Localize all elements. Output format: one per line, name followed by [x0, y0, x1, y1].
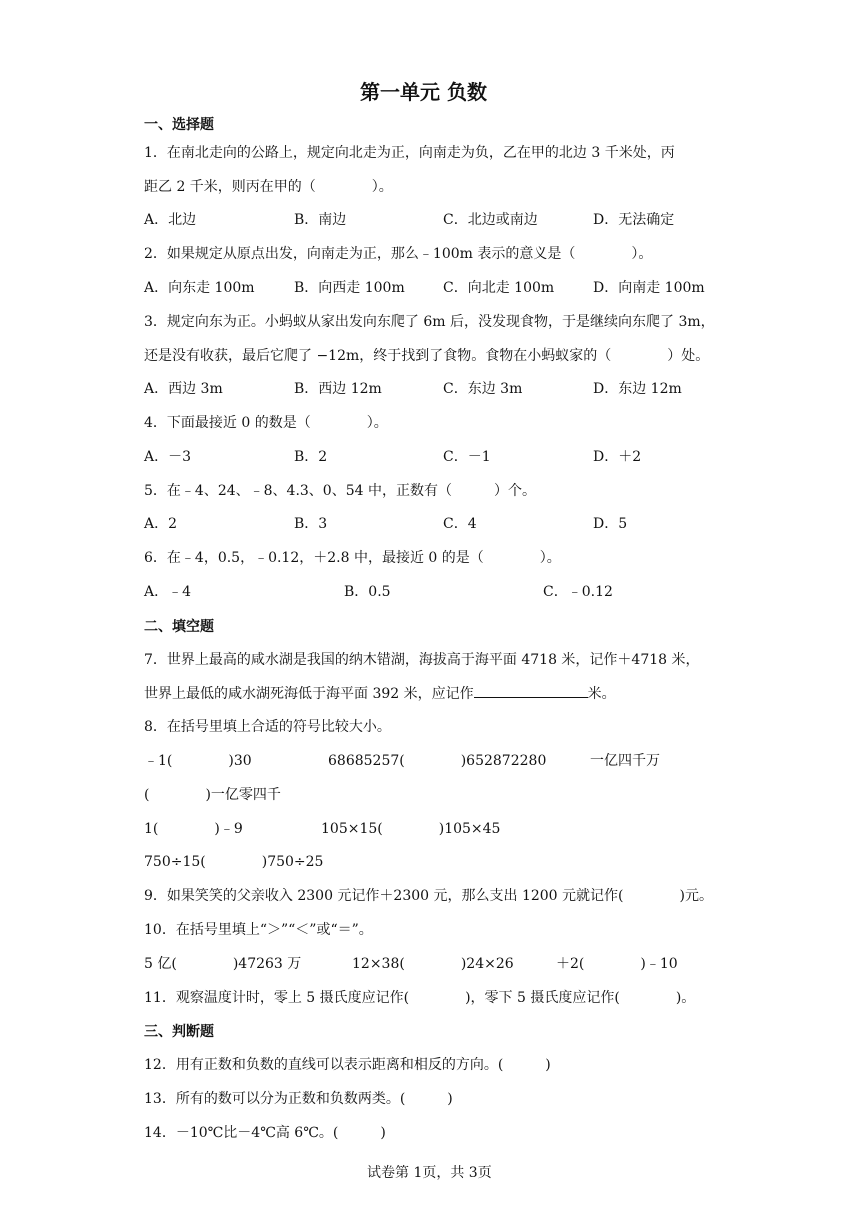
question-7-unit: 米。	[587, 686, 616, 702]
question-10-item-1: 5 亿( )47263 万	[144, 956, 302, 972]
question-2-option-a: A．向东走 100m	[144, 280, 255, 296]
question-6-option-c: C．﹣0.12	[543, 584, 613, 600]
question-1-option-a: A．北边	[144, 212, 197, 228]
question-4-stem: 4．下面最接近 0 的数是（ ）。	[144, 415, 388, 431]
section-heading-fill: 二、填空题	[144, 619, 214, 635]
question-5-option-a: A．2	[144, 516, 178, 532]
question-1-option-c: C．北边或南边	[443, 212, 538, 228]
question-8-item-5: 105×15( )105×45	[321, 821, 501, 837]
question-8-item-6: 750÷15( )750÷25	[144, 854, 324, 870]
question-4-option-a: A．－3	[144, 449, 192, 465]
question-8-item-3: 一亿四千万	[590, 753, 660, 769]
question-5-option-b: B．3	[294, 516, 328, 532]
page-footer: 试卷第 1页，共 3页	[367, 1165, 492, 1181]
question-1-option-b: B．南边	[294, 212, 347, 228]
question-10-item-2: 12×38( )24×26	[352, 956, 514, 972]
question-5-stem: 5．在﹣4、24、﹣8、4.3、0、54 中，正数有（ ）个。	[144, 483, 536, 499]
question-2-option-b: B．向西走 100m	[294, 280, 405, 296]
question-1-option-d: D．无法确定	[593, 212, 675, 228]
question-8-stem: 8．在括号里填上合适的符号比较大小。	[144, 719, 391, 735]
question-8-item-4: 1( )﹣9	[144, 821, 243, 837]
question-7-stem-cont	[144, 683, 616, 703]
question-6-option-b: B．0.5	[344, 584, 391, 600]
section-heading-judge: 三、判断题	[144, 1024, 214, 1040]
question-2-option-d: D．向南走 100m	[593, 280, 705, 296]
question-7-stem: 7．世界上最高的咸水湖是我国的纳木错湖，海拔高于海平面 4718 米，记作＋4718 米，	[144, 652, 700, 668]
question-9-stem: 9．如果笑笑的父亲收入 2300 元记作＋2300 元，那么支出 1200 元就记作( )元。	[144, 888, 713, 904]
question-14-stem: 14．－10℃比－4℃高 6℃。( )	[144, 1125, 386, 1141]
question-10-item-3: ＋2( )﹣10	[556, 956, 678, 972]
question-8-item-2: 68685257( )652872280	[328, 753, 547, 769]
question-3-option-d: D．东边 12m	[593, 381, 682, 397]
question-2-stem: 2．如果规定从原点出发，向南走为正，那么﹣100m 表示的意义是（ ）。	[144, 246, 653, 262]
question-12-stem: 12．用有正数和负数的直线可以表示距离和相反的方向。( )	[144, 1057, 551, 1073]
question-3-stem-cont: 还是没有收获，最后它爬了 −12m，终于找到了食物。食物在小蚂蚁家的（ ）处。	[144, 348, 710, 364]
question-8-item-1: ﹣1( )30	[144, 753, 252, 769]
question-1-stem-cont: 距乙 2 千米，则丙在甲的（ ）。	[144, 179, 393, 195]
question-13-stem: 13．所有的数可以分为正数和负数两类。( )	[144, 1091, 453, 1107]
question-10-stem: 10．在括号里填上“＞”“＜”或“＝”。	[144, 922, 373, 938]
question-6-option-a: A．﹣4	[144, 584, 192, 600]
question-3-option-c: C．东边 3m	[443, 381, 523, 397]
page-title: 第一单元 负数	[360, 80, 487, 104]
question-4-option-c: C．－1	[443, 449, 491, 465]
answer-blank[interactable]	[474, 684, 588, 698]
question-6-stem: 6．在﹣4，0.5，﹣0.12，＋2.8 中，最接近 0 的是（ ）。	[144, 550, 561, 566]
question-4-option-d: D．＋2	[593, 449, 642, 465]
question-2-option-c: C．向北走 100m	[443, 280, 555, 296]
question-3-option-a: A．西边 3m	[144, 381, 223, 397]
question-8-item-3-cont: ( )一亿零四千	[144, 787, 281, 803]
question-5-option-d: D．5	[593, 516, 628, 532]
question-11-stem: 11．观察温度计时，零上 5 摄氏度应记作( )，零下 5 摄氏度应记作( )。	[144, 990, 696, 1006]
section-heading-choice: 一、选择题	[144, 117, 214, 133]
question-1-stem: 1．在南北走向的公路上，规定向北走为正，向南走为负，乙在甲的北边 3 千米处，丙	[144, 145, 675, 161]
question-4-option-b: B．2	[294, 449, 328, 465]
question-3-stem: 3．规定向东为正。小蚂蚁从家出发向东爬了 6m 后，没发现食物，于是继续向东爬了 3m，	[144, 314, 715, 330]
question-3-option-b: B．西边 12m	[294, 381, 382, 397]
question-7-text: 世界上最低的咸水湖死海低于海平面 392 米，应记作	[144, 686, 474, 702]
question-5-option-c: C．4	[443, 516, 477, 532]
